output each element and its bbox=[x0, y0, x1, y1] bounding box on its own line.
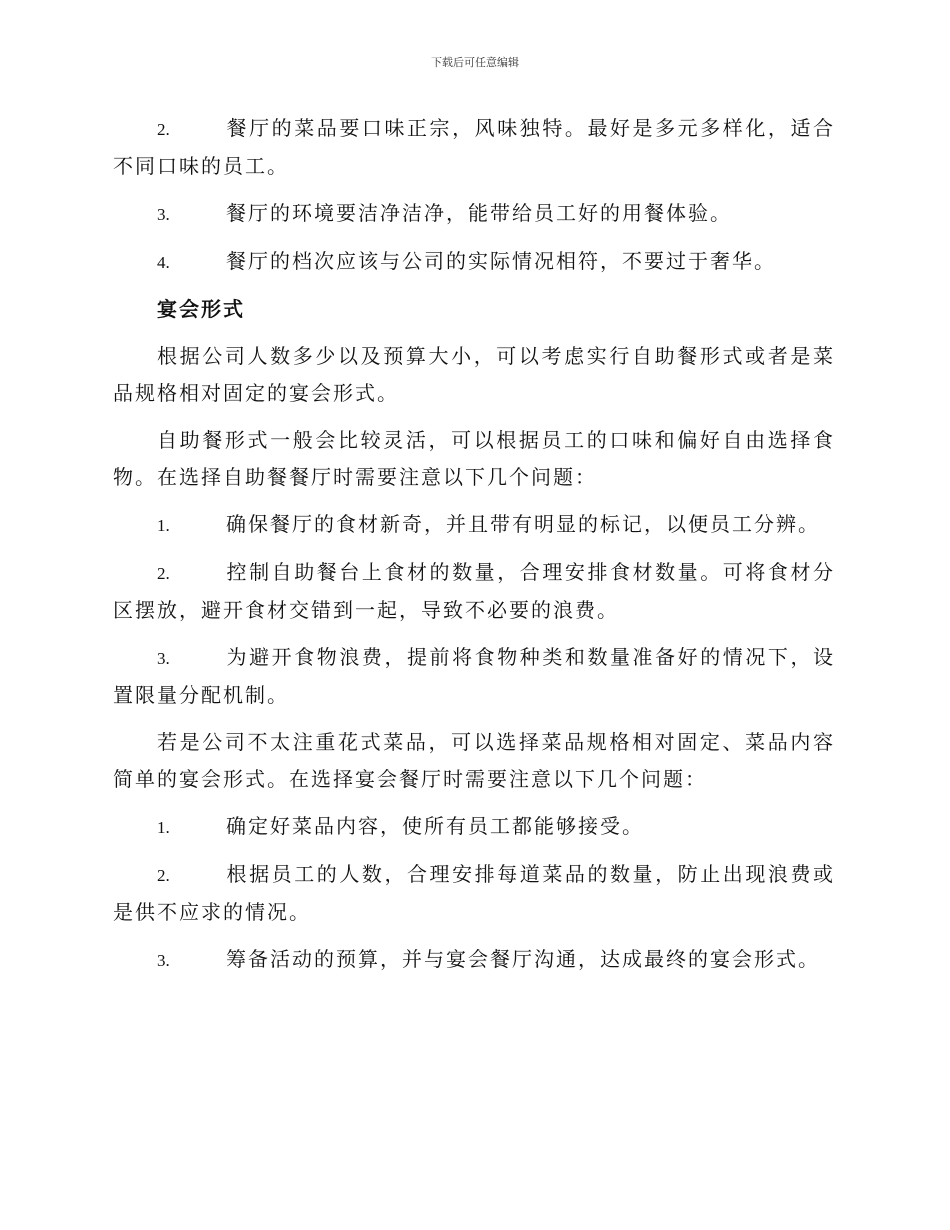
list-item-text: 确定好菜品内容，使所有员工都能够接受。 bbox=[226, 814, 644, 838]
section-heading: 宴会形式 bbox=[157, 297, 245, 321]
paragraph: 自助餐形式一般会比较灵活，可以根据员工的口味和偏好自由选择食物。在选择自助餐餐厅时需要注意以下几个问题： bbox=[113, 428, 835, 489]
list-item bbox=[113, 110, 835, 185]
list-item-number: 2. bbox=[157, 564, 170, 583]
list-item-text: 控制自助餐台上食材的数量，合理安排食材数量。可将食材分区摆放，避开食材交错到一起，导致不必要的浪费。 bbox=[113, 560, 835, 622]
list-item bbox=[113, 808, 835, 846]
list-item bbox=[113, 639, 835, 714]
list-item bbox=[113, 856, 835, 931]
list-item-text: 餐厅的环境要洁净洁净，能带给员工好的用餐体验。 bbox=[226, 201, 732, 225]
paragraph: 根据公司人数多少以及预算大小，可以考虑实行自助餐形式或者是菜品规格相对固定的宴会形式。 bbox=[113, 344, 835, 405]
list-item-text: 根据员工的人数，合理安排每道菜品的数量，防止出现浪费或是供不应求的情况。 bbox=[113, 862, 835, 924]
paragraph: 若是公司不太注重花式菜品，可以选择菜品规格相对固定、菜品内容简单的宴会形式。在选择宴会餐厅时需要注意以下几个问题： bbox=[113, 730, 835, 791]
list-item bbox=[113, 554, 835, 629]
list-item bbox=[113, 941, 835, 979]
list-item-text: 餐厅的菜品要口味正宗，风味独特。最好是多元多样化，适合不同口味的员工。 bbox=[113, 116, 835, 178]
document-body bbox=[113, 110, 835, 989]
list-item bbox=[113, 506, 835, 544]
list-item-number: 4. bbox=[157, 253, 170, 272]
list-item-number: 3. bbox=[157, 649, 170, 668]
list-item-text: 为避开食物浪费，提前将食物种类和数量准备好的情况下，设置限量分配机制。 bbox=[113, 645, 835, 707]
page-header: 下载后可任意编辑 bbox=[431, 56, 519, 69]
list-item-number: 2. bbox=[157, 120, 170, 139]
list-item-text: 餐厅的档次应该与公司的实际情况相符，不要过于奢华。 bbox=[226, 249, 776, 273]
list-item-number: 1. bbox=[157, 818, 170, 837]
list-item-number: 3. bbox=[157, 951, 170, 970]
list-item-number: 2. bbox=[157, 866, 170, 885]
list-item bbox=[113, 195, 835, 233]
list-item-number: 1. bbox=[157, 516, 170, 535]
list-item-text: 确保餐厅的食材新奇，并且带有明显的标记，以便员工分辨。 bbox=[226, 512, 820, 536]
list-item-number: 3. bbox=[157, 205, 170, 224]
list-item-text: 筹备活动的预算，并与宴会餐厅沟通，达成最终的宴会形式。 bbox=[226, 947, 820, 971]
list-item bbox=[113, 243, 835, 281]
